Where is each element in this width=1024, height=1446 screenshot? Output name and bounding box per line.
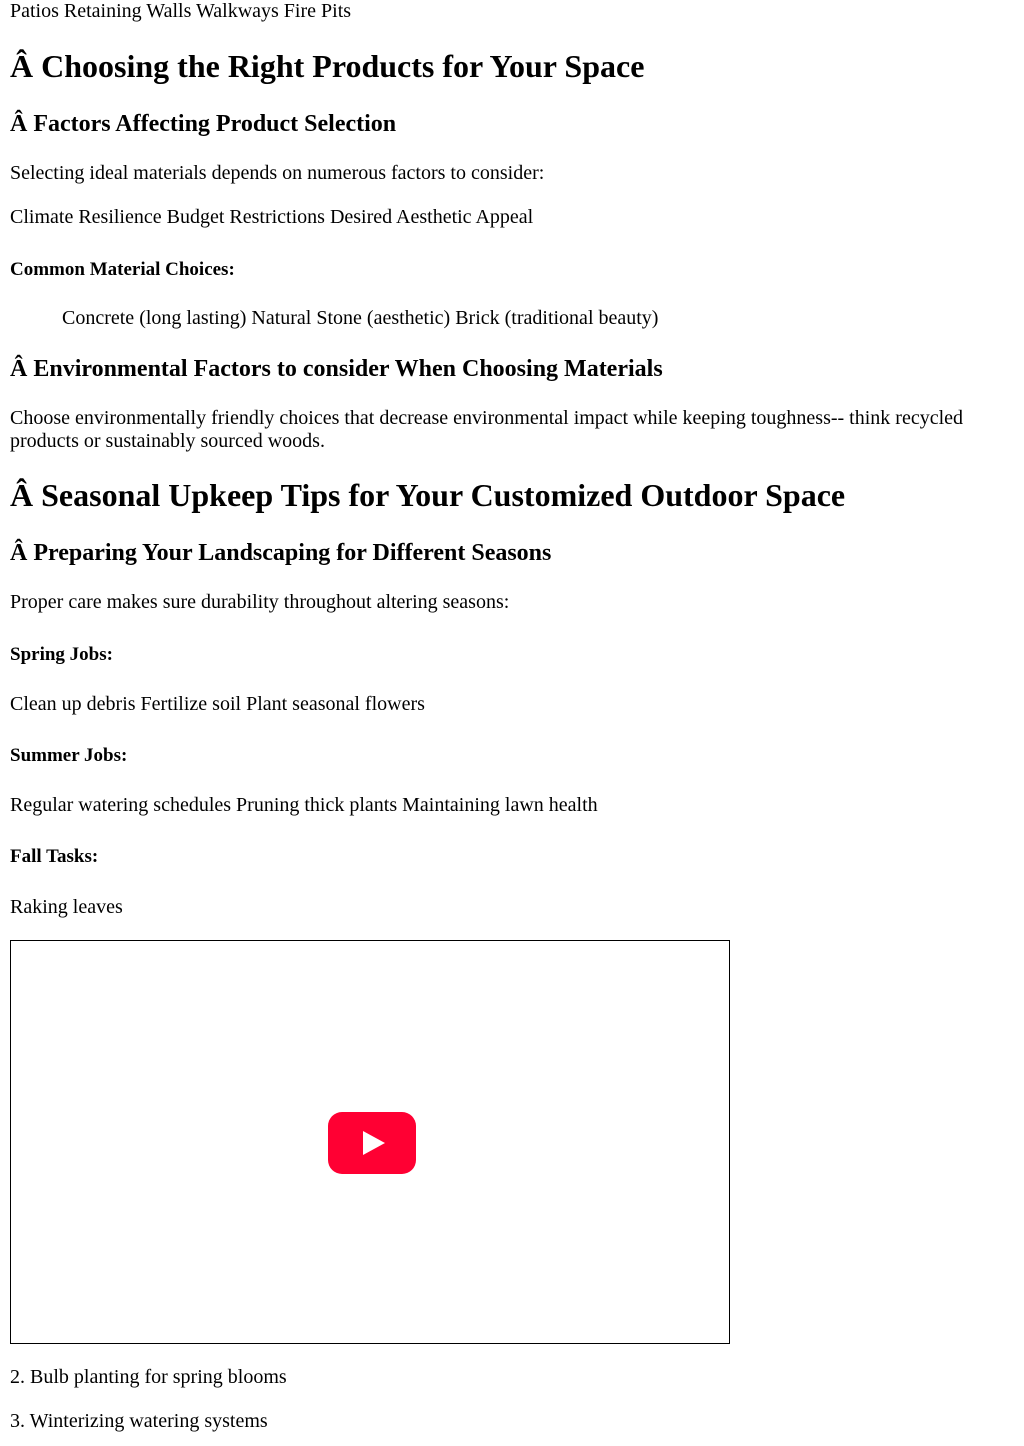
video-embed[interactable]: [10, 940, 730, 1344]
factors-list: Climate Resilience Budget Restrictions Desired Aesthetic Appeal: [10, 206, 534, 228]
fall-task-bulbs: 2. Bulb planting for spring blooms: [10, 1366, 287, 1388]
environmental-body: Choose environmentally friendly choices that decrease environmental impact while keeping toughness-- think recycled products or sustainably sourced woods.: [10, 407, 964, 452]
play-triangle-icon: [363, 1131, 385, 1155]
fall-task-raking: Raking leaves: [10, 896, 123, 918]
materials-list: Concrete (long lasting) Natural Stone (aesthetic) Brick (traditional beauty): [62, 307, 659, 329]
section-heading-seasonal: Â Seasonal Upkeep Tips for Your Customized Outdoor Space: [10, 477, 846, 513]
youtube-play-icon[interactable]: [328, 1112, 416, 1174]
subheading-environmental: Â Environmental Factors to consider When Choosing Materials: [10, 356, 663, 382]
subheading-factors: Â Factors Affecting Product Selection: [10, 111, 397, 137]
spring-tasks: Clean up debris Fertilize soil Plant seasonal flowers: [10, 693, 425, 715]
materials-label: Common Material Choices:: [10, 259, 235, 280]
nav-links[interactable]: Patios Retaining Walls Walkways Fire Pits: [10, 0, 352, 22]
seasons-intro: Proper care makes sure durability throughout altering seasons:: [10, 591, 510, 613]
summer-label: Summer Jobs:: [10, 745, 128, 766]
factors-intro: Selecting ideal materials depends on numerous factors to consider:: [10, 162, 545, 184]
summer-tasks: Regular watering schedules Pruning thick plants Maintaining lawn health: [10, 794, 598, 816]
fall-label: Fall Tasks:: [10, 846, 99, 867]
spring-label: Spring Jobs:: [10, 644, 113, 665]
fall-task-winterizing: 3. Winterizing watering systems: [10, 1410, 268, 1432]
section-heading-products: Â Choosing the Right Products for Your Space: [10, 48, 645, 84]
subheading-seasons: Â Preparing Your Landscaping for Different Seasons: [10, 540, 552, 566]
